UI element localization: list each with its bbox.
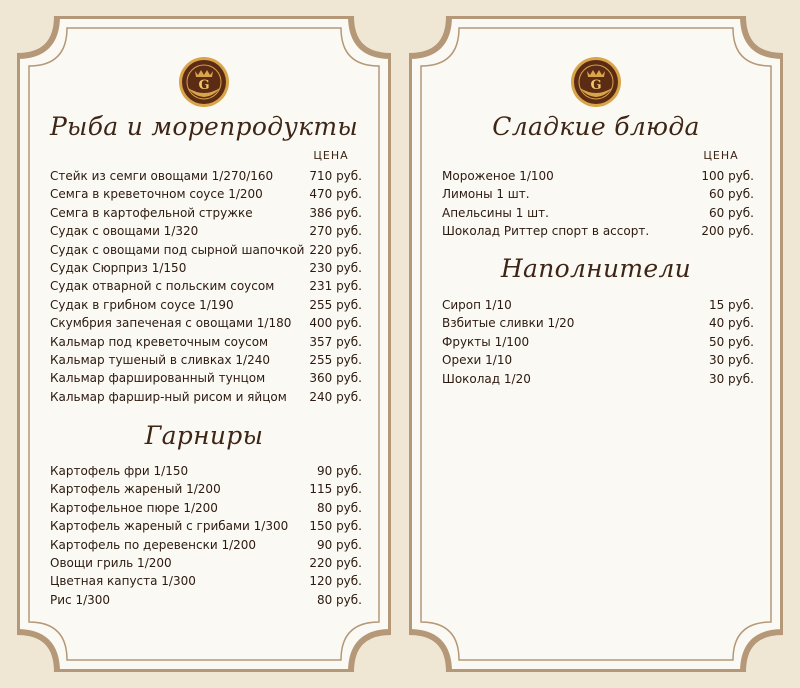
menu-item-name: Картофельное пюре 1/200 [50,500,218,515]
menu-item-price: 30 руб. [708,353,754,368]
menu-item-name: Кальмар тушеный в сливках 1/240 [50,352,270,367]
menu-item-price: 386 руб. [309,205,362,220]
menu-item [50,371,362,389]
menu-item [50,206,362,224]
menu-item-price: 230 руб. [309,260,362,275]
menu-item-name: Орехи 1/10 [442,353,513,368]
menu-item [50,538,362,556]
menu-item-price: 60 руб. [708,187,754,202]
menu-item-name: Картофель жареный 1/200 [50,482,221,497]
menu-item-price: 400 руб. [309,316,362,331]
menu-card-right [409,16,783,672]
crown-letter-g-emblem-icon [178,56,230,108]
menu-item-price: 200 руб. [701,224,754,239]
menu-item [442,206,754,224]
menu-item-name: Кальмар под креветочным соусом [50,334,269,349]
menu-item-price: 240 руб. [309,389,362,404]
price-column-header: ЦЕНА [703,149,739,162]
crown-letter-g-emblem-icon [570,56,622,108]
menu-item-name: Судак с овощами 1/320 [50,224,199,239]
menu-item-name: Судак в грибном соусе 1/190 [50,297,234,312]
menu-item-name: Скумбрия запеченая с овощами 1/180 [50,316,292,331]
menu-item-price: 220 руб. [309,242,362,257]
menu-item-price: 150 руб. [309,519,362,534]
fish-menu-list [50,169,362,408]
menu-item-name: Мороженое 1/100 [442,169,554,183]
menu-item [50,501,362,519]
menu-item-price: 60 руб. [708,205,754,220]
menu-item-price: 120 руб. [309,574,362,589]
menu-item [50,593,362,611]
menu-item [50,519,362,537]
menu-item-name: Овощи гриль 1/200 [50,555,172,570]
menu-item-name: Фрукты 1/100 [442,334,530,349]
menu-item [50,298,362,316]
menu-item [50,187,362,205]
menu-item [50,261,362,279]
menu-item-name: Кальмар фаршир-ный рисом и яйцом [50,389,287,404]
menu-item-price: 231 руб. [309,279,362,294]
menu-item [50,316,362,334]
menu-item-price: 80 руб. [316,592,362,607]
desserts-menu-list [442,169,754,243]
menu-item [50,574,362,592]
menu-item-price: 100 руб. [701,169,754,183]
menu-item [50,243,362,261]
menu-item-price: 80 руб. [316,500,362,515]
menu-item [442,316,754,334]
menu-item-price: 710 руб. [309,169,362,183]
menu-item [50,390,362,408]
menu-item-price: 270 руб. [309,224,362,239]
menu-item-name: Взбитые сливки 1/20 [442,316,575,331]
menu-item-price: 470 руб. [309,187,362,202]
menu-item-price: 50 руб. [708,334,754,349]
menu-item [442,187,754,205]
menu-item-name: Апельсины 1 шт. [442,205,549,220]
section-title-desserts: Сладкие блюда [492,112,700,141]
menu-item-name: Кальмар фаршированный тунцом [50,371,266,386]
menu-item [442,169,754,187]
menu-item [50,169,362,187]
menu-item-name: Цветная капуста 1/300 [50,574,196,589]
menu-item [50,482,362,500]
menu-item-name: Картофель фри 1/150 [50,464,189,478]
menu-item-name: Шоколад 1/20 [442,371,531,386]
menu-item [442,372,754,390]
section-title-fish: Рыба и морепродукты [49,112,359,141]
menu-item-price: 90 руб. [316,537,362,552]
menu-item-price: 357 руб. [309,334,362,349]
menu-item-name: Стейк из семги овощами 1/270/160 [50,169,274,183]
menu-item-name: Судак отварной с польским соусом [50,279,275,294]
menu-item-price: 360 руб. [309,371,362,386]
menu-item-price: 15 руб. [708,298,754,312]
menu-item [50,335,362,353]
menu-item [442,335,754,353]
menu-item [50,353,362,371]
section-title-garnish: Гарниры [144,421,264,450]
menu-item [442,353,754,371]
price-column-header: ЦЕНА [313,149,349,162]
menu-item [50,224,362,242]
menu-item [50,279,362,297]
menu-item-name: Картофель жареный с грибами 1/300 [50,519,289,534]
fillers-menu-list [442,298,754,390]
menu-card-left [17,16,391,672]
menu-item-name: Картофель по деревенски 1/200 [50,537,257,552]
menu-item [442,298,754,316]
garnish-menu-list [50,464,362,611]
menu-item-price: 255 руб. [309,352,362,367]
menu-item-name: Рис 1/300 [50,592,111,607]
menu-item [50,464,362,482]
menu-item-name: Семга в картофельной стружке [50,205,253,220]
menu-item-price: 30 руб. [708,371,754,386]
menu-item-name: Судак с овощами под сырной шапочкой [50,242,305,257]
section-title-fillers: Наполнители [500,254,692,283]
menu-item-price: 115 руб. [309,482,362,497]
menu-item-name: Судак Сюрприз 1/150 [50,260,187,275]
menu-item-price: 90 руб. [316,464,362,478]
menu-item-name: Лимоны 1 шт. [442,187,530,202]
menu-item [442,224,754,242]
menu-item-name: Шоколад Риттер спорт в ассорт. [442,224,650,239]
menu-item-name: Сироп 1/10 [442,298,512,312]
menu-item-price: 255 руб. [309,297,362,312]
menu-item-price: 40 руб. [708,316,754,331]
menu-item-price: 220 руб. [309,555,362,570]
menu-item [50,556,362,574]
menu-item-name: Семга в креветочном соусе 1/200 [50,187,263,202]
